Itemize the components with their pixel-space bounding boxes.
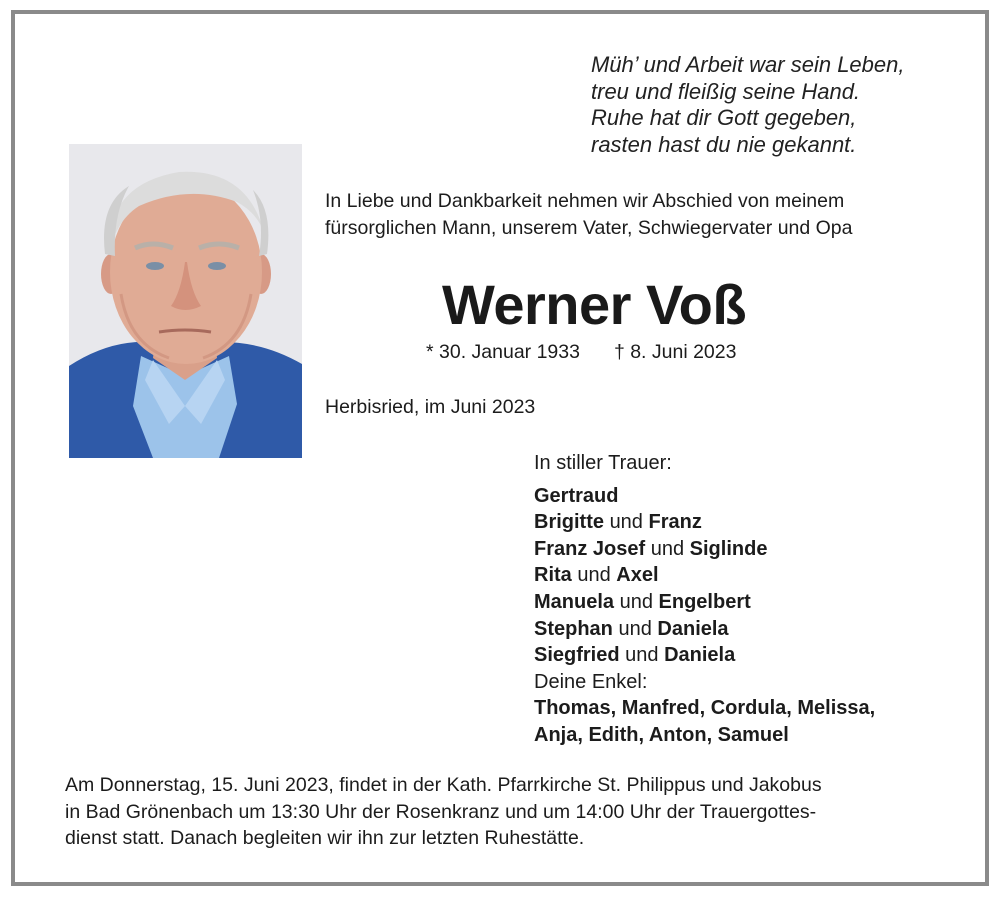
poem-line: Müh’ und Arbeit war sein Leben,	[591, 52, 905, 77]
mourner-name: Engelbert	[658, 590, 751, 613]
connector-word: und	[577, 564, 611, 587]
poem-line: treu und fleißig seine Hand.	[591, 78, 861, 104]
grandchildren-line	[534, 695, 875, 722]
intro-text	[325, 188, 853, 242]
mourner-row	[534, 562, 875, 589]
connector-word: und	[609, 511, 643, 534]
mourners-list	[534, 450, 875, 749]
service-notice	[65, 772, 822, 852]
connector-word: und	[619, 590, 653, 613]
mourner-name: Stephan	[534, 617, 613, 640]
grandchildren-line	[534, 722, 875, 749]
life-dates	[426, 341, 736, 364]
portrait-illustration	[69, 144, 302, 458]
intro-line: In Liebe und Dankbarkeit nehmen wir Abschied von meinem	[325, 190, 845, 212]
connector-word: und	[625, 644, 659, 667]
mourner-name: Siglinde	[689, 537, 768, 560]
mourner-name: Brigitte	[534, 511, 604, 534]
mourner-name: Manuela	[534, 590, 615, 613]
mourners-heading: In stiller Trauer:	[534, 452, 672, 474]
mourner-name: Rita	[534, 564, 572, 587]
grandchildren-names: Thomas, Manfred, Cordula, Melissa,	[534, 697, 876, 720]
mourner-name: Franz	[648, 511, 702, 534]
service-line: in Bad Grönenbach um 13:30 Uhr der Rosenkranz und um 14:00 Uhr der Trauergottes-	[65, 800, 817, 823]
service-line: dienst statt. Danach begleiten wir ihn zur letzten Ruhestätte.	[65, 827, 585, 849]
portrait-photo	[69, 144, 302, 458]
mourner-row	[534, 589, 875, 616]
poem	[591, 52, 905, 158]
mourner-name: Axel	[616, 564, 659, 587]
connector-word: und	[650, 537, 685, 560]
mourner-name: Siegfried	[534, 644, 620, 667]
poem-line: Ruhe hat dir Gott gegeben,	[591, 105, 857, 130]
mourner-name: Daniela	[657, 617, 729, 640]
mourner-row	[534, 509, 875, 536]
mourner-name: Gertraud	[534, 484, 619, 507]
mourner-row	[534, 616, 875, 643]
poem-line: rasten hast du nie gekannt.	[591, 131, 857, 157]
connector-word: und	[618, 617, 652, 640]
death-date: † 8. Juni 2023	[613, 341, 737, 363]
grandchildren-heading: Deine Enkel:	[534, 670, 648, 693]
mourner-row	[534, 483, 875, 510]
deceased-name: Werner Voß	[442, 273, 747, 336]
birth-date: * 30. Januar 1933	[426, 341, 580, 363]
mourner-row	[534, 642, 875, 669]
place-date: Herbisried, im Juni 2023	[325, 396, 536, 418]
mourner-name: Daniela	[664, 644, 736, 667]
intro-line: fürsorglichen Mann, unserem Vater, Schwiegervater und Opa	[325, 217, 853, 239]
grandchildren-names: Anja, Edith, Anton, Samuel	[534, 723, 789, 746]
mourner-row	[534, 536, 875, 563]
service-line: Am Donnerstag, 15. Juni 2023, findet in der Kath. Pfarrkirche St. Philippus und Jakobus	[65, 774, 822, 796]
mourner-name: Franz Josef	[534, 537, 646, 560]
